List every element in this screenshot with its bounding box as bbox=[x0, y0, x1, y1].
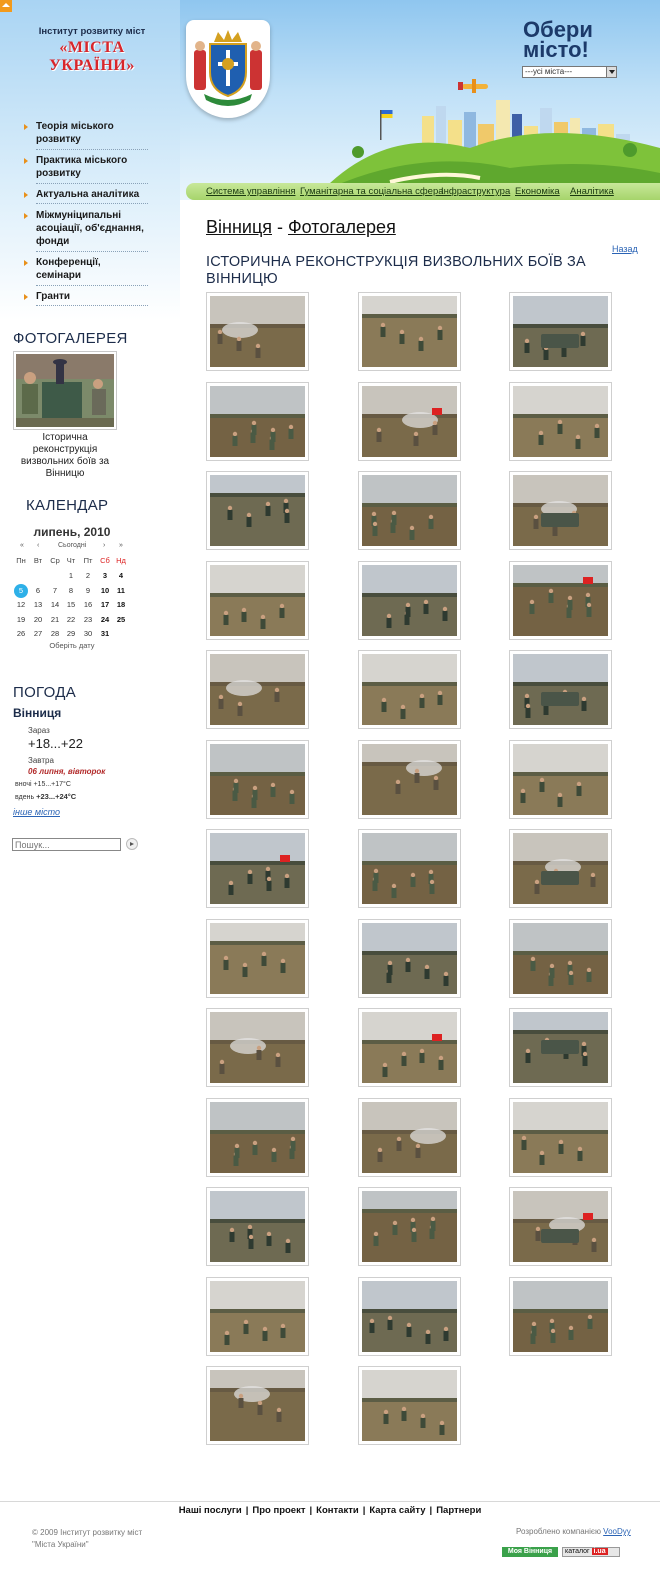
weather-heading: ПОГОДА bbox=[13, 684, 77, 701]
sidebar-gallery-heading: ФОТОГАЛЕРЕЯ bbox=[13, 330, 128, 347]
calendar-day[interactable]: 9 bbox=[85, 585, 91, 595]
sidebar-item-conferences[interactable]: Конференції, семінари bbox=[36, 256, 148, 282]
menu-divider bbox=[36, 305, 148, 306]
gallery-thumbnail[interactable] bbox=[358, 561, 461, 640]
gallery-thumbnail[interactable] bbox=[509, 561, 612, 640]
gallery-thumbnail[interactable] bbox=[509, 650, 612, 729]
calendar-day[interactable]: 17 bbox=[100, 600, 110, 609]
calendar-month: липень, 2010 bbox=[33, 525, 111, 539]
calendar-day[interactable]: 2 bbox=[85, 571, 91, 580]
calendar-weekday: Пн bbox=[16, 556, 26, 565]
my-vinnytsia-badge[interactable]: Моя Вінниця bbox=[502, 1547, 558, 1557]
calendar-day[interactable]: 10 bbox=[100, 585, 110, 595]
gallery-thumbnail[interactable] bbox=[358, 740, 461, 819]
home-icon[interactable] bbox=[0, 0, 12, 12]
gallery-thumbnail[interactable] bbox=[358, 1366, 461, 1445]
page-title: ІСТОРИЧНА РЕКОНСТРУКЦІЯ ВИЗВОЛЬНИХ БОЇВ ЗА ВІННИЦЮ bbox=[206, 254, 586, 287]
gallery-thumbnail[interactable] bbox=[509, 829, 612, 908]
calendar-day[interactable]: 12 bbox=[16, 600, 26, 609]
calendar-day[interactable]: 4 bbox=[118, 571, 124, 580]
calendar-day[interactable]: 29 bbox=[66, 629, 76, 638]
calendar-day[interactable]: 20 bbox=[33, 614, 43, 624]
gallery-thumbnail[interactable] bbox=[509, 1187, 612, 1266]
nav-link-analytics[interactable]: Аналітика bbox=[570, 186, 614, 197]
search-submit-icon[interactable] bbox=[126, 838, 138, 850]
search-input[interactable] bbox=[12, 838, 121, 851]
calendar-day[interactable]: 31 bbox=[100, 629, 110, 638]
chevron-down-icon[interactable] bbox=[606, 67, 616, 77]
weather-city: Вінниця bbox=[13, 706, 62, 720]
gallery-thumbnail[interactable] bbox=[206, 292, 309, 371]
calendar-prev-year[interactable]: « bbox=[20, 542, 24, 549]
calendar-day[interactable]: 30 bbox=[83, 629, 93, 638]
nav-link-economy[interactable]: Економіка bbox=[515, 186, 560, 197]
gallery-thumbnail[interactable] bbox=[509, 1277, 612, 1356]
gallery-thumbnail[interactable] bbox=[206, 650, 309, 729]
sidebar-gallery-photo[interactable] bbox=[13, 351, 117, 430]
calendar-day[interactable]: 16 bbox=[83, 600, 93, 609]
gallery-thumbnail[interactable] bbox=[509, 919, 612, 998]
calendar-weekday: Ср bbox=[50, 556, 60, 565]
copyright: © 2009 Інститут розвитку міст "Міста України" bbox=[32, 1528, 143, 1549]
gallery-thumbnail[interactable] bbox=[206, 382, 309, 461]
footer-link-sitemap[interactable]: Карта сайту bbox=[369, 1505, 426, 1516]
calendar-weekday: Сб bbox=[100, 556, 110, 565]
calendar-weekday: Чт bbox=[66, 556, 76, 565]
calendar-prev-month[interactable]: ‹ bbox=[37, 542, 40, 549]
footer-link-contacts[interactable]: Контакти bbox=[316, 1505, 359, 1516]
gallery-thumbnail[interactable] bbox=[358, 1277, 461, 1356]
gallery-thumbnail[interactable] bbox=[509, 1008, 612, 1087]
sidebar-gallery-caption[interactable]: Історична реконструкція визвольних боїв за Вінницю bbox=[20, 432, 110, 479]
weather-tomorrow-label: Завтра bbox=[28, 756, 54, 765]
back-link[interactable]: Назад bbox=[612, 244, 638, 254]
gallery-thumbnail[interactable] bbox=[358, 1098, 461, 1177]
weather-now-label: Зараз bbox=[28, 726, 50, 735]
breadcrumb-gallery[interactable]: Фотогалерея bbox=[288, 217, 396, 237]
footer-divider bbox=[0, 1501, 660, 1502]
sidebar-item-grants[interactable]: Гранти bbox=[36, 290, 148, 303]
gallery-thumbnail[interactable] bbox=[206, 829, 309, 908]
breadcrumb-city[interactable]: Вінниця bbox=[206, 217, 272, 237]
gallery-thumbnail[interactable] bbox=[358, 1008, 461, 1087]
footer-nav: Наші послуги | Про проект | Контакти | Карта сайту | Партнери bbox=[178, 1505, 482, 1516]
gallery-thumbnail[interactable] bbox=[509, 740, 612, 819]
main-nav bbox=[186, 183, 660, 200]
menu-divider bbox=[36, 203, 148, 204]
developer-credit: Розроблено компанією VooDyy bbox=[516, 1527, 631, 1536]
footer-link-about[interactable]: Про проект bbox=[252, 1505, 306, 1516]
breadcrumb: Вінниця - Фотогалерея bbox=[206, 217, 396, 237]
calendar-pick-date[interactable]: Оберіть дату bbox=[49, 641, 95, 650]
menu-divider bbox=[36, 251, 148, 252]
gallery-thumbnail[interactable] bbox=[206, 471, 309, 550]
calendar-day[interactable]: 13 bbox=[33, 600, 43, 609]
calendar-today-link[interactable]: Сьогодні bbox=[58, 542, 87, 549]
site-logo[interactable]: «МІСТА УКРАЇНИ» bbox=[49, 39, 135, 74]
weather-day: вдень +23...+24°С bbox=[15, 792, 77, 801]
weather-other-city-link[interactable]: інше місто bbox=[13, 807, 60, 817]
city-select[interactable]: ---усі міста--- bbox=[522, 66, 617, 78]
footer-link-partners[interactable]: Партнери bbox=[436, 1505, 482, 1516]
city-crest-icon bbox=[186, 20, 270, 118]
weather-now-value: +18...+22 bbox=[28, 736, 83, 751]
gallery-thumbnail[interactable] bbox=[358, 1187, 461, 1266]
gallery-thumbnail[interactable] bbox=[206, 919, 309, 998]
gallery-thumbnail[interactable] bbox=[206, 561, 309, 640]
nav-link-management[interactable]: Система управління bbox=[206, 186, 296, 197]
institute-name: Інститут розвитку міст bbox=[38, 26, 146, 37]
calendar-today[interactable]: 5 bbox=[14, 584, 28, 598]
gallery-thumbnail[interactable] bbox=[358, 919, 461, 998]
calendar-day[interactable]: 28 bbox=[50, 629, 60, 638]
calendar-day[interactable]: 25 bbox=[116, 614, 126, 624]
gallery-thumbnail[interactable] bbox=[206, 1008, 309, 1087]
calendar-day[interactable]: 14 bbox=[50, 600, 60, 609]
calendar-day[interactable]: 23 bbox=[83, 614, 93, 624]
gallery-thumbnail[interactable] bbox=[358, 650, 461, 729]
calendar-day[interactable]: 21 bbox=[50, 614, 60, 624]
calendar-day[interactable]: 7 bbox=[52, 585, 58, 595]
nav-link-infrastructure[interactable]: Інфраструктура bbox=[441, 186, 511, 197]
weather-tomorrow-date: 06 липня, вівторок bbox=[28, 767, 106, 776]
sidebar-item-analytics[interactable]: Актуальна аналітика bbox=[36, 188, 148, 201]
gallery-thumbnail[interactable] bbox=[509, 471, 612, 550]
calendar-heading: КАЛЕНДАР bbox=[26, 497, 109, 514]
weather-night: вночі +15...+17°С bbox=[15, 781, 71, 788]
calendar-next-year[interactable]: » bbox=[119, 542, 123, 549]
catalog-i-ua-badge[interactable]: каталог i.ua bbox=[562, 1547, 620, 1557]
calendar-next-month[interactable]: › bbox=[103, 542, 106, 549]
sidebar-item-associations[interactable]: Міжмуніципальні асоціації, об'єднання, фонди bbox=[36, 209, 148, 248]
calendar-day[interactable]: 11 bbox=[117, 585, 125, 595]
gallery-thumbnail[interactable] bbox=[206, 1277, 309, 1356]
nav-link-humanitarian[interactable]: Гуманітарна та соціальна сфера bbox=[300, 186, 444, 197]
gallery-thumbnail[interactable] bbox=[358, 829, 461, 908]
calendar-day[interactable]: 8 bbox=[68, 585, 74, 595]
sidebar-item-urban-practice[interactable]: Практика міського розвитку bbox=[36, 154, 148, 180]
calendar-day[interactable]: 27 bbox=[33, 629, 43, 638]
gallery-thumbnail[interactable] bbox=[509, 292, 612, 371]
menu-divider bbox=[36, 183, 148, 184]
gallery-thumbnail[interactable] bbox=[358, 292, 461, 371]
gallery-thumbnail[interactable] bbox=[206, 740, 309, 819]
calendar-day[interactable]: 22 bbox=[66, 614, 76, 624]
sidebar-item-urban-theory[interactable]: Теорія міського розвитку bbox=[36, 120, 148, 146]
menu-divider bbox=[36, 149, 148, 150]
gallery-thumbnail[interactable] bbox=[509, 1098, 612, 1177]
gallery-thumbnail[interactable] bbox=[206, 1366, 309, 1445]
calendar-day[interactable]: 18 bbox=[116, 600, 126, 609]
calendar-day[interactable]: 6 bbox=[35, 585, 41, 595]
footer-link-services[interactable]: Наші послуги bbox=[178, 1505, 242, 1516]
calendar-day[interactable]: 15 bbox=[66, 600, 76, 609]
calendar-day[interactable]: 1 bbox=[68, 571, 74, 580]
developer-link[interactable]: VooDyy bbox=[603, 1527, 631, 1536]
calendar-day[interactable]: 3 bbox=[102, 571, 108, 580]
gallery-thumbnail[interactable] bbox=[358, 382, 461, 461]
city-illustration bbox=[330, 78, 660, 188]
gallery-thumbnail[interactable] bbox=[358, 471, 461, 550]
calendar-day[interactable]: 19 bbox=[16, 614, 26, 624]
calendar-weekday: Вт bbox=[33, 556, 43, 565]
calendar-weekday: Нд bbox=[116, 556, 126, 565]
gallery-thumbnail[interactable] bbox=[509, 382, 612, 461]
calendar-day[interactable]: 26 bbox=[16, 629, 26, 638]
gallery-thumbnail[interactable] bbox=[206, 1187, 309, 1266]
gallery-thumbnail[interactable] bbox=[206, 1098, 309, 1177]
calendar-day[interactable]: 24 bbox=[100, 614, 110, 624]
calendar-weekday: Пт bbox=[83, 556, 93, 565]
menu-divider bbox=[36, 285, 148, 286]
choose-city-heading: Обери місто! bbox=[523, 17, 593, 62]
